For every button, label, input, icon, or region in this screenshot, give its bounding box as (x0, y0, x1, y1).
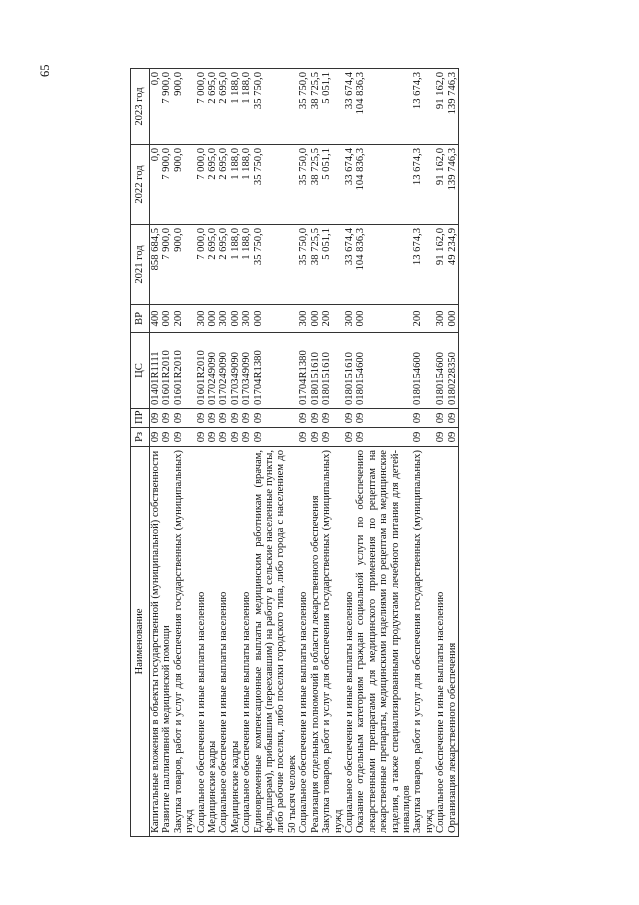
cell-2021: 2 695,0 (218, 225, 229, 305)
cell-rz: 09 (161, 428, 172, 447)
cell-2021: 38 725,5 (310, 225, 321, 305)
cell-2022: 2 695,0 (207, 145, 218, 225)
page-number: 65 (38, 64, 52, 77)
cell-2022: 91 162,0 (435, 145, 446, 225)
budget-table (130, 68, 459, 837)
cell-2022: 13 674,3 (412, 145, 435, 225)
cell-2022: 2 695,0 (218, 145, 229, 225)
cell-name: Закупка товаров, работ и услуг для обеспечения государственных (муниципальных) нужд (321, 447, 344, 837)
cell-pr: 09 (447, 409, 459, 428)
cell-cs: 01704R1380 (253, 333, 299, 409)
cell-name: Медицинские кадры (230, 447, 241, 837)
cell-2022: 104 836,3 (355, 145, 412, 225)
cell-cs: 01401R1111 (150, 333, 162, 409)
table-row (241, 69, 252, 837)
table-row (173, 69, 196, 837)
table-row (196, 69, 207, 837)
cell-pr: 09 (150, 409, 162, 428)
cell-name: Социальное обеспечение и иные выплаты населению (218, 447, 229, 837)
cell-vr: 000 (253, 305, 299, 333)
cell-2021: 49 234,9 (447, 225, 459, 305)
cell-pr: 09 (344, 409, 355, 428)
cell-pr: 09 (207, 409, 218, 428)
cell-2021: 2 695,0 (207, 225, 218, 305)
cell-vr: 300 (435, 305, 446, 333)
cell-pr: 09 (161, 409, 172, 428)
table-row (412, 69, 435, 837)
cell-2022: 1 188,0 (230, 145, 241, 225)
cell-2022: 35 750,0 (298, 145, 309, 225)
cell-2022: 139 746,3 (447, 145, 459, 225)
cell-vr: 200 (173, 305, 196, 333)
cell-cs: 0170349090 (230, 333, 241, 409)
cell-vr: 200 (321, 305, 344, 333)
table-row (435, 69, 446, 837)
cell-vr: 300 (298, 305, 309, 333)
table-row (161, 69, 172, 837)
cell-2022: 38 725,5 (310, 145, 321, 225)
cell-rz: 09 (241, 428, 252, 447)
cell-vr: 000 (230, 305, 241, 333)
cell-2021: 91 162,0 (435, 225, 446, 305)
cell-rz: 09 (412, 428, 435, 447)
cell-2023: 13 674,3 (412, 69, 435, 145)
header-2022: 2022 год (131, 145, 150, 225)
header-name: Наименование (131, 447, 150, 837)
cell-2021: 35 750,0 (253, 225, 299, 305)
cell-pr: 09 (241, 409, 252, 428)
table-row (253, 69, 299, 837)
cell-rz: 09 (173, 428, 196, 447)
cell-vr: 000 (447, 305, 459, 333)
cell-cs: 01601R2010 (161, 333, 172, 409)
cell-cs: 0180151610 (310, 333, 321, 409)
cell-vr: 000 (355, 305, 412, 333)
cell-2021: 900,0 (173, 225, 196, 305)
table-row (150, 69, 162, 837)
cell-name: Социальное обеспечение и иные выплаты населению (435, 447, 446, 837)
cell-pr: 09 (196, 409, 207, 428)
cell-rz: 09 (344, 428, 355, 447)
cell-rz: 09 (447, 428, 459, 447)
cell-vr: 000 (207, 305, 218, 333)
cell-2023: 104 836,3 (355, 69, 412, 145)
cell-name: Капитальные вложения в объекты государственной (муниципальной) собственности (150, 447, 162, 837)
cell-cs: 01601R2010 (196, 333, 207, 409)
cell-2023: 139 746,3 (447, 69, 459, 145)
cell-2023: 2 695,0 (218, 69, 229, 145)
cell-cs: 0180151610 (344, 333, 355, 409)
cell-2021: 1 188,0 (241, 225, 252, 305)
table-row (218, 69, 229, 837)
cell-vr: 200 (412, 305, 435, 333)
cell-pr: 09 (435, 409, 446, 428)
cell-rz: 09 (435, 428, 446, 447)
table-row (344, 69, 355, 837)
rotated-table-container (130, 69, 582, 837)
cell-cs: 01704R1380 (298, 333, 309, 409)
cell-name: Социальное обеспечение и иные выплаты населению (344, 447, 355, 837)
cell-pr: 09 (173, 409, 196, 428)
cell-cs: 0180154600 (435, 333, 446, 409)
cell-name: Оказание отдельным категориям граждан социальной услуги по обеспечению лекарственными препаратами для медицинского применения по рецептам на лекарственные препараты, медицинскими изделиями по рецептам на медицинские изделия, а также специализированными продуктами лечебного питания для детей-инвалидов (355, 447, 412, 837)
cell-2023: 7 900,0 (161, 69, 172, 145)
cell-pr: 09 (321, 409, 344, 428)
cell-pr: 09 (310, 409, 321, 428)
cell-2022: 35 750,0 (253, 145, 299, 225)
header-2021: 2021 год (131, 225, 150, 305)
cell-pr: 09 (253, 409, 299, 428)
header-pr: ПР (131, 409, 150, 428)
table-row (207, 69, 218, 837)
cell-2021: 858 684,5 (150, 225, 162, 305)
header-rz: Рз (131, 428, 150, 447)
cell-cs: 0170249090 (218, 333, 229, 409)
table-row (355, 69, 412, 837)
cell-rz: 09 (230, 428, 241, 447)
cell-pr: 09 (412, 409, 435, 428)
cell-name: Развитие паллиативной медицинской помощи (161, 447, 172, 837)
cell-2023: 1 188,0 (241, 69, 252, 145)
cell-2022: 5 051,1 (321, 145, 344, 225)
cell-rz: 09 (321, 428, 344, 447)
cell-pr: 09 (230, 409, 241, 428)
cell-rz: 09 (298, 428, 309, 447)
cell-2021: 104 836,3 (355, 225, 412, 305)
cell-cs: 0180154600 (412, 333, 435, 409)
cell-2022: 33 674,4 (344, 145, 355, 225)
cell-2021: 35 750,0 (298, 225, 309, 305)
cell-vr: 300 (196, 305, 207, 333)
table-row (298, 69, 309, 837)
cell-2023: 0,0 (150, 69, 162, 145)
cell-name: Реализация отдельных полномочий в области лекарственного обеспечения (310, 447, 321, 837)
cell-rz: 09 (150, 428, 162, 447)
cell-cs: 0170249090 (207, 333, 218, 409)
cell-2021: 13 674,3 (412, 225, 435, 305)
cell-2021: 5 051,1 (321, 225, 344, 305)
cell-2022: 1 188,0 (241, 145, 252, 225)
cell-2023: 35 750,0 (253, 69, 299, 145)
cell-vr: 300 (218, 305, 229, 333)
cell-2021: 33 674,4 (344, 225, 355, 305)
cell-2022: 7 900,0 (161, 145, 172, 225)
cell-rz: 09 (196, 428, 207, 447)
header-vr: ВР (131, 305, 150, 333)
cell-vr: 300 (241, 305, 252, 333)
cell-cs: 0180154600 (355, 333, 412, 409)
table-row (310, 69, 321, 837)
table-body (150, 69, 459, 837)
cell-vr: 300 (344, 305, 355, 333)
cell-name: Социальное обеспечение и иные выплаты населению (298, 447, 309, 837)
cell-2023: 35 750,0 (298, 69, 309, 145)
cell-2023: 2 695,0 (207, 69, 218, 145)
cell-cs: 0170349090 (241, 333, 252, 409)
cell-name: Единовременные компенсационные выплаты медицинским работникам (врачам, фельдшерам), прибывшим (переехавшим) на работу в сельские населенные пункты, либо рабочие поселки, либо поселки городского типа, либо города с населением до 50 тысяч человек (253, 447, 299, 837)
header-cs: ЦС (131, 333, 150, 409)
cell-cs: 01601R2010 (173, 333, 196, 409)
cell-2021: 1 188,0 (230, 225, 241, 305)
cell-2021: 7 000,0 (196, 225, 207, 305)
cell-pr: 09 (298, 409, 309, 428)
cell-rz: 09 (218, 428, 229, 447)
cell-2022: 0,0 (150, 145, 162, 225)
cell-vr: 000 (310, 305, 321, 333)
cell-rz: 09 (207, 428, 218, 447)
cell-2022: 900,0 (173, 145, 196, 225)
table-header-row (131, 69, 150, 837)
cell-cs: 0180228350 (447, 333, 459, 409)
cell-2023: 5 051,1 (321, 69, 344, 145)
cell-name: Социальное обеспечение и иные выплаты населению (241, 447, 252, 837)
cell-rz: 09 (253, 428, 299, 447)
cell-name: Закупка товаров, работ и услуг для обеспечения государственных (муниципальных) нужд (173, 447, 196, 837)
cell-cs: 0180151610 (321, 333, 344, 409)
cell-rz: 09 (310, 428, 321, 447)
cell-vr: 400 (150, 305, 162, 333)
table-row (321, 69, 344, 837)
cell-name: Социальное обеспечение и иные выплаты населению (196, 447, 207, 837)
cell-2023: 33 674,4 (344, 69, 355, 145)
table-row (230, 69, 241, 837)
cell-2021: 7 900,0 (161, 225, 172, 305)
cell-name: Закупка товаров, работ и услуг для обеспечения государственных (муниципальных) нужд (412, 447, 435, 837)
table-row (447, 69, 459, 837)
cell-name: Организация лекарственного обеспечения (447, 447, 459, 837)
cell-2023: 38 725,5 (310, 69, 321, 145)
cell-pr: 09 (355, 409, 412, 428)
cell-pr: 09 (218, 409, 229, 428)
cell-vr: 000 (161, 305, 172, 333)
cell-2023: 91 162,0 (435, 69, 446, 145)
cell-2023: 900,0 (173, 69, 196, 145)
cell-rz: 09 (355, 428, 412, 447)
header-2023: 2023 год (131, 69, 150, 145)
cell-2022: 7 000,0 (196, 145, 207, 225)
cell-name: Медицинские кадры (207, 447, 218, 837)
cell-2023: 7 000,0 (196, 69, 207, 145)
cell-2023: 1 188,0 (230, 69, 241, 145)
